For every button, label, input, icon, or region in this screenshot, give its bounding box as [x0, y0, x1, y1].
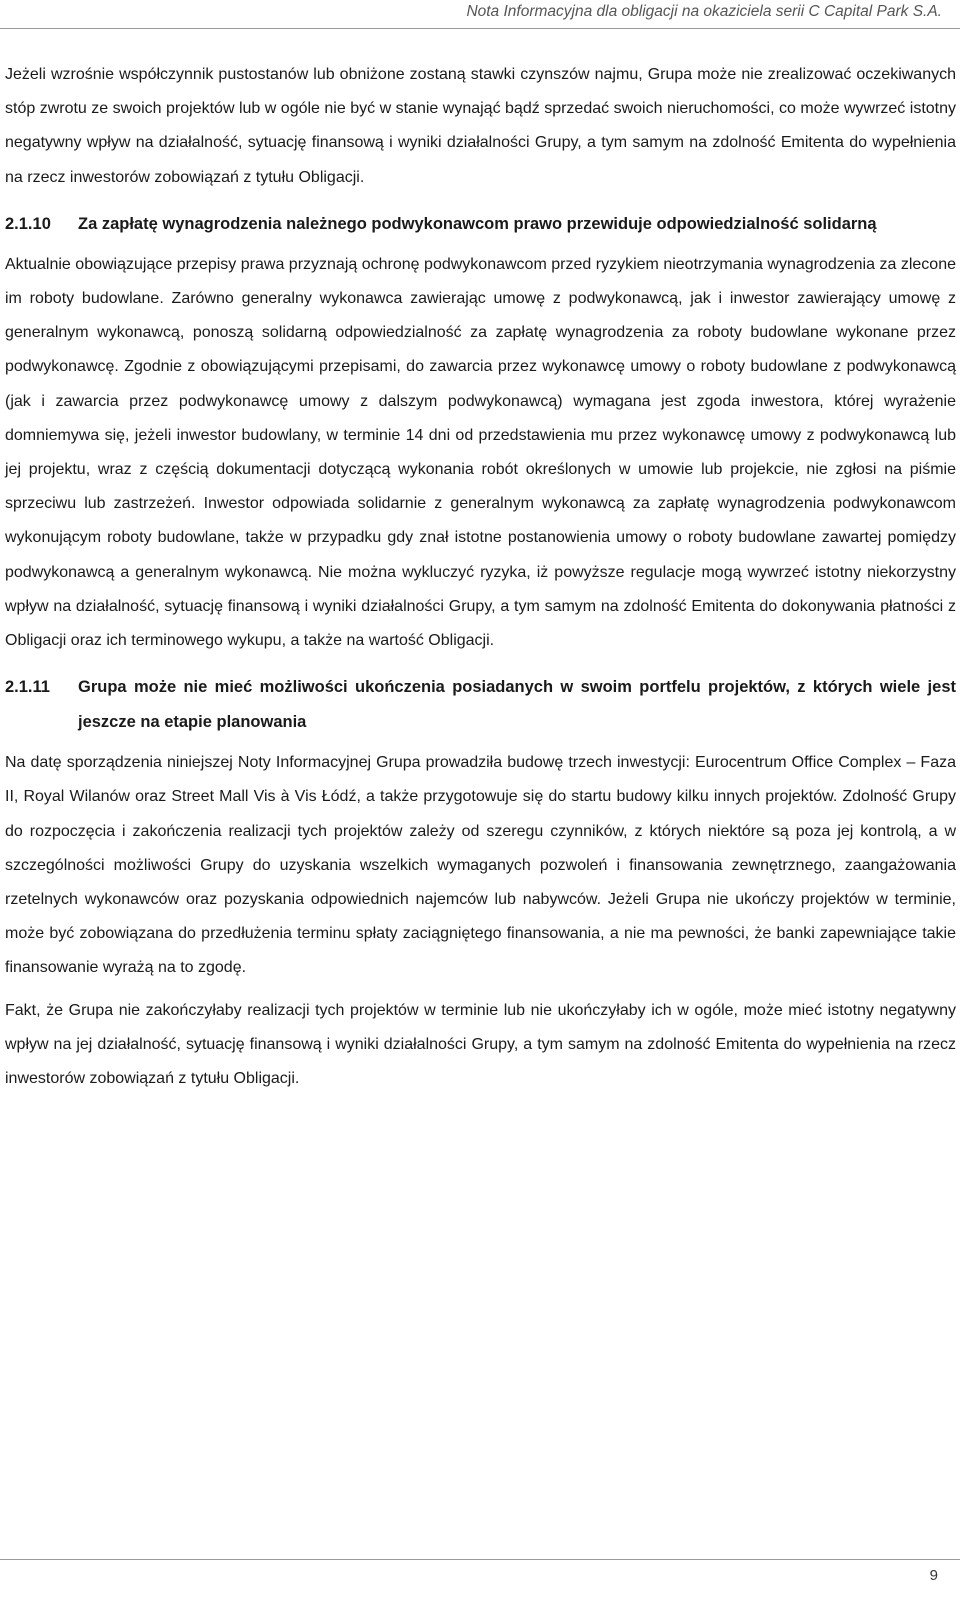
intro-paragraph: Jeżeli wzrośnie współczynnik pustostanów lub obniżone zostaną stawki czynszów najmu, Grupa może nie zrealizować oczekiwanych stóp zwrotu ze swoich projektów lub w ogóle nie być w stanie wynająć bądź sprzedać swoich nieruchomości, co może wywrzeć istotny negatywny wpływ na działalność, sytuację finansową i wyniki działalności Grupy, a tym samym na zdolność Emitenta do wypełnienia na rzecz inwestorów zobowiązań z tytułu Obligacji. — [5, 66, 956, 186]
document-title: Nota Informacyjna dla obligacji na okaziciela serii C Capital Park S.A. — [466, 3, 942, 20]
document-body — [5, 58, 956, 1096]
section-2-1-11-paragraph-1: Na datę sporządzenia niniejszej Noty Informacyjnej Grupa prowadziła budowę trzech inwestycji: Eurocentrum Office Complex – Faza II, Royal Wilanów oraz Street Mall Vis à Vis Łódź, a także przygotowuje się do startu budowy kilku innych projektów. Zdolność Grupy do rozpoczęcia i zakończenia realizacji tych projektów zależy od szeregu czynników, z których niektóre są poza jej kontrolą, a w szczególności możliwości Grupy do uzyskania wszelkich wymaganych pozwoleń i finansowania zewnętrznego, zaangażowania rzetelnych wykonawców oraz pozyskania odpowiednich najemców lub nabywców. Jeżeli Grupa nie ukończy projektów w terminie, może być zobowiązana do przedłużenia terminu spłaty zaciągniętego finansowania, a nie ma pewności, że banki zapewniające takie finansowanie wyrażą na to zgodę. — [5, 754, 956, 977]
footer-divider — [0, 1559, 960, 1560]
section-title: Za zapłatę wynagrodzenia należnego podwykonawcom prawo przewiduje odpowiedzialność solidarną — [78, 214, 877, 233]
section-2-1-10-paragraph: Aktualnie obowiązujące przepisy prawa przyznają ochronę podwykonawcom przed ryzykiem nieotrzymania wynagrodzenia za zlecone im roboty budowlane. Zarówno generalny wykonawca zawierając umowę z podwykonawcą, jak i inwestor zawierający umowę z generalnym wykonawcą, ponoszą solidarną odpowiedzialność za zapłatę wynagrodzenia za roboty budowlane wykonane przez podwykonawcę. Zgodnie z obowiązującymi przepisami, do zawarcia przez wykonawcę umowy o roboty budowlane z podwykonawcą (jak i zawarcia przez podwykonawcę umowy z dalszym podwykonawcą) wymagana jest zgoda inwestora, której wyrażenie domniemywa się, jeżeli inwestor budowlany, w terminie 14 dni od przedstawienia mu przez wykonawcę umowy z podwykonawcą lub jej projektu, wraz z częścią dokumentacji dotyczącą wykonania robót określonych w umowie lub projekcie, nie zgłosi na piśmie sprzeciwu lub zastrzeżeń. Inwestor odpowiada solidarnie z generalnym wykonawcą za zapłatę wynagrodzenia podwykonawcom wykonującym roboty budowlane, także w przypadku gdy znał istotne postanowienia umowy o roboty budowlane zawartej pomiędzy podwykonawcą a generalnym wykonawcą. Nie można wykluczyć ryzyka, iż powyższe regulacje mogą wywrzeć istotny niekorzystny wpływ na działalność, sytuację finansową i wyniki działalności Grupy, a tym samym na zdolność Emitenta do dokonywania płatności z Obligacji oraz ich terminowego wykupu, a także na wartość Obligacji. — [5, 255, 956, 650]
section-number: 2.1.10 — [5, 214, 51, 233]
page-header — [0, 0, 960, 29]
section-heading-2-1-10 — [5, 207, 956, 242]
section-2-1-11-paragraph-2: Fakt, że Grupa nie zakończyłaby realizacji tych projektów w terminie lub nie ukończyłaby ich w ogóle, może mieć istotny negatywny wpływ na jej działalność, sytuację finansową i wyniki działalności Grupy, a tym samym na zdolność Emitenta do wypełnienia na rzecz inwestorów zobowiązań z tytułu Obligacji. — [5, 1001, 956, 1088]
section-heading-2-1-11 — [5, 670, 956, 740]
section-title: Grupa może nie mieć możliwości ukończenia posiadanych w swoim portfelu projektów, z których wiele jest jeszcze na etapie planowania — [78, 678, 956, 732]
section-number: 2.1.11 — [5, 678, 50, 697]
page-number: 9 — [929, 1567, 938, 1584]
